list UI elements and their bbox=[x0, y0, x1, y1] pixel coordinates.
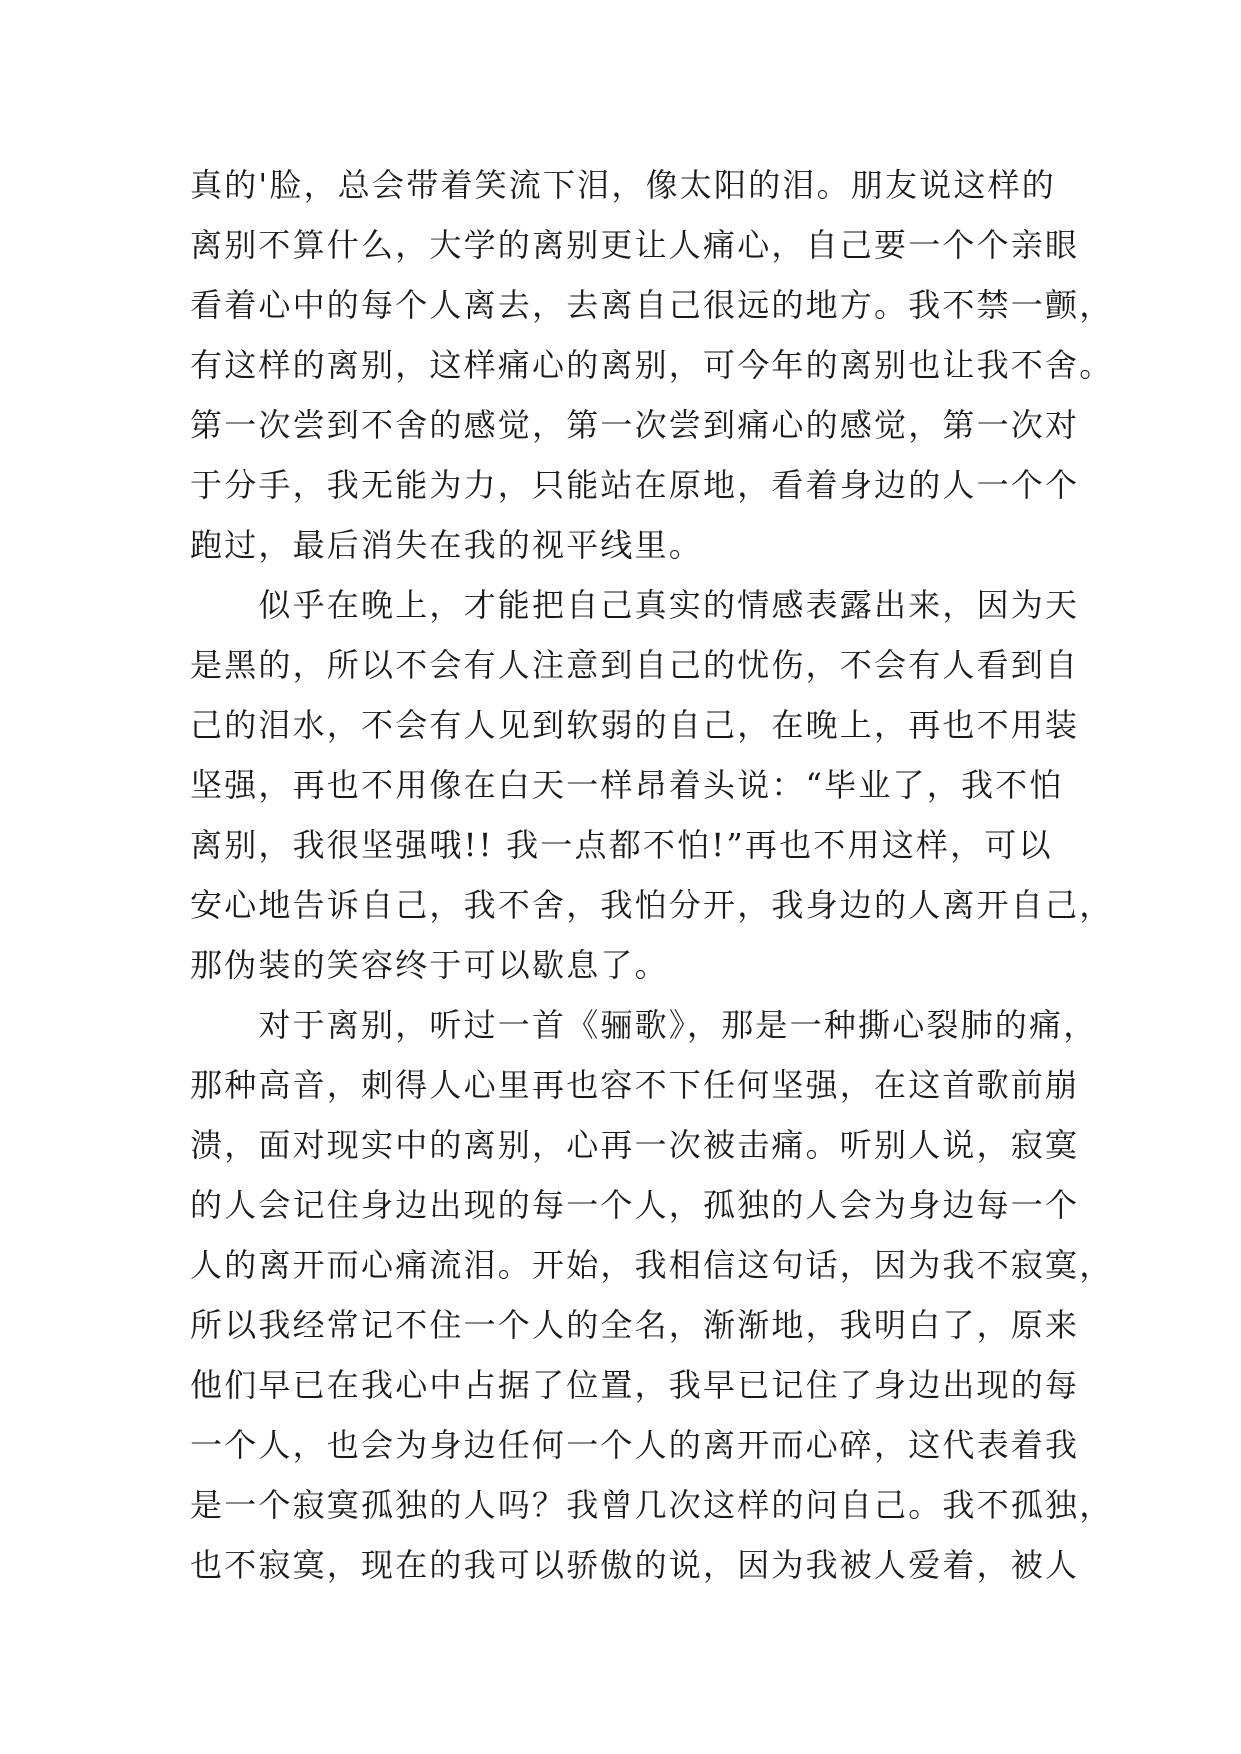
text-line: 离别不算什么，大学的离别更让人痛心，自己要一个个亲眼 bbox=[190, 226, 1080, 264]
text-line: 于分手，我无能为力，只能站在原地，看着身边的人一个个 bbox=[190, 466, 1080, 504]
text-line: 有这样的离别，这样痛心的离别，可今年的离别也让我不舍。 bbox=[190, 346, 1114, 384]
paragraph bbox=[190, 995, 1114, 1595]
text-line: 看着心中的每个人离去，去离自己很远的地方。我不禁一颤， bbox=[190, 286, 1114, 324]
text-line: 安心地告诉自己，我不舍，我怕分开，我身边的人离开自己， bbox=[190, 886, 1114, 924]
paragraph bbox=[190, 155, 1114, 575]
text-line: 他们早已在我心中占据了位置，我早已记住了身边出现的每 bbox=[190, 1366, 1080, 1404]
text-line: 是一个寂寞孤独的人吗？我曾几次这样的问自己。我不孤独， bbox=[190, 1486, 1114, 1524]
text-line: 离别，我很坚强哦!! 我一点都不怕!”再也不用这样，可以 bbox=[190, 826, 1053, 864]
text-line: 跑过，最后消失在我的视平线里。 bbox=[190, 526, 704, 564]
text-line: 的人会记住身边出现的每一个人，孤独的人会为身边每一个 bbox=[190, 1186, 1080, 1224]
text-line: 所以我经常记不住一个人的全名，渐渐地，我明白了，原来 bbox=[190, 1306, 1080, 1344]
text-line: 对于离别，听过一首《骊歌》，那是一种撕心裂肺的痛， bbox=[190, 1006, 1098, 1044]
document-body bbox=[190, 155, 1114, 1595]
text-line: 那伪装的笑容终于可以歇息了。 bbox=[190, 946, 669, 984]
text-line: 真的'脸，总会带着笑流下泪，像太阳的泪。朋友说这样的 bbox=[190, 166, 1056, 204]
text-line: 己的泪水，不会有人见到软弱的自己，在晚上，再也不用装 bbox=[190, 706, 1080, 744]
text-line: 坚强，再也不用像在白天一样昂着头说：“毕业了，我不怕 bbox=[190, 766, 1064, 804]
text-line: 是黑的，所以不会有人注意到自己的忧伤，不会有人看到自 bbox=[190, 646, 1080, 684]
text-line: 人的离开而心痛流泪。开始，我相信这句话，因为我不寂寞， bbox=[190, 1246, 1114, 1284]
text-line: 似乎在晚上，才能把自己真实的情感表露出来，因为天 bbox=[190, 586, 1080, 624]
text-line: 第一次尝到不舍的感觉，第一次尝到痛心的感觉，第一次对 bbox=[190, 406, 1080, 444]
text-line: 溃，面对现实中的离别，心再一次被击痛。听别人说，寂寞 bbox=[190, 1126, 1080, 1164]
text-line: 也不寂寞，现在的我可以骄傲的说，因为我被人爱着，被人 bbox=[190, 1546, 1080, 1584]
text-line: 那种高音，刺得人心里再也容不下任何坚强，在这首歌前崩 bbox=[190, 1066, 1080, 1104]
text-line: 一个人，也会为身边任何一个人的离开而心碎，这代表着我 bbox=[190, 1426, 1080, 1464]
paragraph bbox=[190, 575, 1114, 995]
